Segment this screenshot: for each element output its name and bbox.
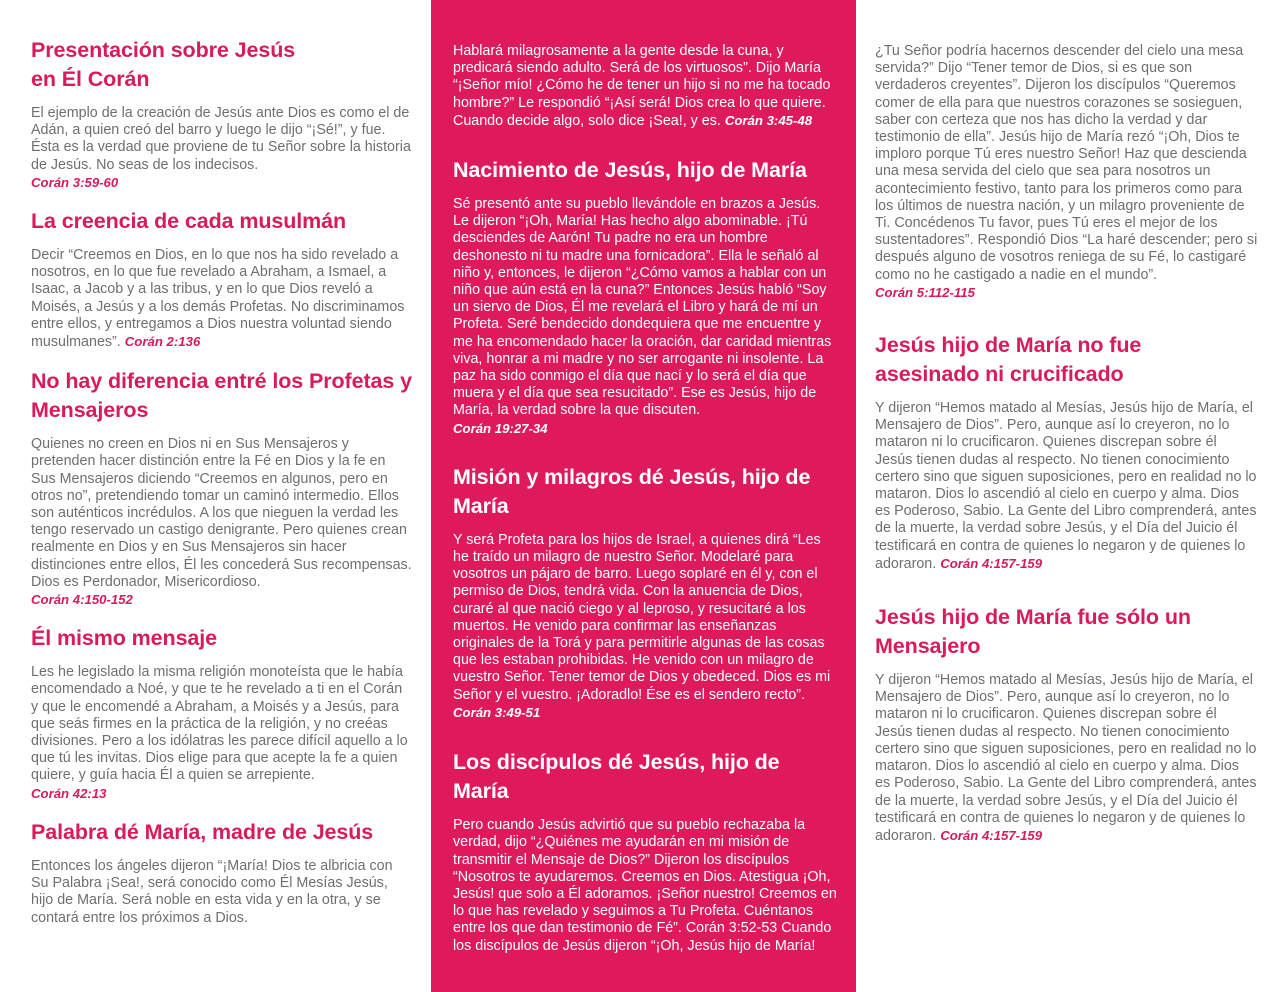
section-text: Y será Profeta para los hijos de Israel, a quienes dirá “Les he traído un milagro de nuestro Señor. Modelaré para vosotros un pájaro de barro. Luego soplaré en él y, con el permiso de Dios, tendrá vida. Con la anuencia de Dios, curaré al que nació ciego y al leproso, y resucitaré a los muertos. He venido para confirmar las enseñanzas originales de la Torá y para permitirle algunas de las cosas que les estaban prohibidas. He venido con un milagro de vuestro Señor. Tener temor de Dios y obedeced. Dios es mi Señor y el vuestro. ¡Adoradlo! Ése es el sendero recto”. <box>453 531 831 703</box>
quran-reference: Corán 42:13 <box>31 785 107 801</box>
section-body <box>453 532 838 722</box>
section-title: Jesús hijo de María no fue asesinado ni crucificado <box>875 333 1142 387</box>
section-title: Él mismo mensaje <box>31 626 218 651</box>
section-palabra-maria <box>31 818 413 927</box>
section-body <box>453 43 838 130</box>
section-title: La creencia de cada musulmán <box>31 209 347 234</box>
section-continuation <box>453 43 838 130</box>
section-title: Nacimiento de Jesús, hijo de María <box>453 158 807 183</box>
right-column <box>856 0 1280 992</box>
section-no-crucificado <box>875 331 1258 573</box>
section-mesa-servida <box>875 43 1258 301</box>
section-text: Quienes no creen en Dios ni en Sus Mensajeros y pretenden hacer distinción entre la Fé en Dios y la fe en Sus Mensajeros diciendo “Creemos en algunos, pero en otros no”, pretendiendo tomar un caminó intermedio. Ellos son auténticos incrédulos. A los que nieguen la verdad les tengo reservado un castigo denigrante. Pero quienes crean realmente en Dios y en Sus Mensajeros sin hacer distinciones entre ellos, Él les concederá Sus recompensas. Dios es Perdonador, Misericordioso. <box>31 436 412 590</box>
section-nacimiento <box>453 156 838 437</box>
quran-reference: Corán 3:45-48 <box>724 112 813 128</box>
section-discipulos <box>453 748 838 955</box>
section-text: Les he legislado la misma religión monoteísta que le había encomendado a Noé, y que te he revelado a ti en el Corán y que le encomendé a Abraham, a Moisés y a Jesús, para que seás firmes en la práctica de la religión, y no creéas divisiones. Pero a los idólatras les parece difícil aquello a lo que tú les invitas. Dios elige para que acepte la fe a quien quiere, y guía hacia Él a quien se arrepiente. <box>31 664 408 784</box>
section-body <box>875 43 1258 301</box>
section-body <box>875 400 1258 573</box>
middle-column <box>431 0 856 992</box>
quran-reference: Corán 4:157-159 <box>940 827 1043 843</box>
section-title: Jesús hijo de María fue sólo un Mensajero <box>875 605 1191 659</box>
section-text: Y dijeron “Hemos matado al Mesías, Jesús hijo de María, el Mensajero de Dios”. Pero, aunque así lo creyeron, no lo mataron ni lo crucificaron. Quienes discrepan sobre él Jesús tienen dudas al respecto. No tienen conocimiento certero sino que siguen suposiciones, pero en realidad no lo mataron. Dios lo ascendió al cielo en cuerpo y alma. Dios es Poderoso, Sabio. La Gente del Libro comprenderá, antes de la muerte, la verdad sobre Jesús, y el Día del Juicio él testificará en contra de quienes lo negaron y de quienes lo adoraron. <box>875 400 1257 572</box>
section-body <box>31 105 413 191</box>
section-title: Los discípulos dé Jesús, hijo de María <box>453 750 780 804</box>
left-column <box>0 0 431 992</box>
section-text: El ejemplo de la creación de Jesús ante Dios es como el de Adán, a quien creó del barro y luego le dijo “¡Sé!”, y fue. Ésta es la verdad que proviene de tu Señor sobre la historia de Jesús. No seas de los indecisos. <box>31 105 411 173</box>
section-presentacion <box>31 36 413 191</box>
quran-reference: Corán 4:150-152 <box>31 592 133 608</box>
quran-reference: Corán 19:27-34 <box>453 420 548 436</box>
section-title: No hay diferencia entré los Profetas y Mensajeros <box>31 369 412 423</box>
section-text: Entonces los ángeles dijeron “¡María! Dios te albricia con Su Palabra ¡Sea!, será conocido como Él Mesías Jesús, hijo de María. Será noble en esta vida y en la otra, y se contará entre los próximos a Dios. <box>31 857 393 926</box>
section-mismo-mensaje <box>31 624 413 802</box>
section-text: Pero cuando Jesús advirtió que su pueblo rechazaba la verdad, dijo “¿Quiénes me ayudarán en mi misión de transmitir el Mensaje de Dios?” Dijeron los discípulos “Nosotros te ayudaremos. Creemos en Dios. Atestigua ¡Oh, Jesús! que solo a Él adoramos. ¡Señor nuestro! Creemos en lo que has revelado y seguimos a Tu Profeta. Cuéntanos entre los que dan testimonio de Fé”. Corán 3:52-53 Cuando los discípulos de Jesús dijeron “¡Oh, Jesús hijo de María! <box>453 817 837 954</box>
section-body <box>453 817 838 955</box>
section-mision-milagros <box>453 463 838 722</box>
section-body <box>453 196 838 437</box>
quran-reference: Corán 4:157-159 <box>940 555 1043 571</box>
section-text: Decir “Creemos en Dios, en lo que nos ha sido revelado a nosotros, en lo que fue revelado a Abraham, a Ismael, a Isaac, a Jacob y a las tribus, y en lo que Dios reveló a Moisés, a Jesús y a los demás Profetas. No discriminamos entre ellos, y entregamos a Dios nuestra voluntad siendo musulmanes”. <box>31 247 405 351</box>
section-text: Y dijeron “Hemos matado al Mesías, Jesús hijo de María, el Mensajero de Dios”. Pero, aunque así lo creyeron, no lo mataron ni lo crucificaron. Quienes discrepan sobre él Jesús tienen dudas al respecto. No tienen conocimiento certero sino que siguen suposiciones, pero en realidad no lo mataron. Dios lo ascendió al cielo en cuerpo y alma. Dios es Poderoso, Sabio. La Gente del Libro comprenderá, antes de la muerte, la verdad sobre Jesús, y el Día del Juicio él testificará en contra de quienes lo negaron y de quienes lo adoraron. <box>875 672 1257 844</box>
section-text: ¿Tu Señor podría hacernos descender del cielo una mesa servida?” Dijo “Tener temor de Dios, si es que son verdaderos creyentes”. Dijeron los discípulos “Queremos comer de ella para que nuestros corazones se sosieguen, saber con certeza que nos has dicho la verdad y dar testimonio de ella”. Jesús hijo de María rezó “¡Oh, Dios te imploro porque Tú eres nuestro Señor! Haz que descienda una mesa servida del cielo que sea para nosotros un acontecimiento festivo, tanto para los primeros como para los últimos de nuestra nación, y un milagro proveniente de Ti. Concédenos Tu favor, pues Tú eres el mejor de los sustentadores”. Respondió Dios “La haré descender; pero si después alguno de vosotros reniega de su Fé, lo castigaré como no he castigado a nadie en el mundo”. <box>875 43 1258 283</box>
section-creencia <box>31 207 413 351</box>
quran-reference: Corán 5:112-115 <box>875 284 975 300</box>
section-body <box>31 436 413 608</box>
section-title: Misión y milagros dé Jesús, hijo de María <box>453 464 811 518</box>
section-text: Hablará milagrosamente a la gente desde la cuna, y predicará siendo adulto. Será de los virtuosos”. Dijo María “¡Señor mío! ¿Cómo he de tener un hijo si no me ha tocado hombre?” Le respondió “¡Así será! Dios crea lo que quiere. Cuando decide algo, solo dice ¡Sea!, y es. <box>453 43 831 129</box>
section-solo-mensajero <box>875 603 1258 845</box>
section-title: Presentación sobre Jesús en Él Corán <box>31 38 296 91</box>
section-body <box>31 247 413 351</box>
section-title: Palabra dé María, madre de Jesús <box>31 819 374 844</box>
section-no-diferencia <box>31 367 413 608</box>
section-text: Sé presentó ante su pueblo llevándole en brazos a Jesús. Le dijeron “¡Oh, María! Has hecho algo abominable. ¡Tú desciendes de Aarón! Tu padre no era un hombre deshonesto ni tu madre una fornicadora”. Ella le señaló al niño y, entonces, le dijeron “¿Cómo vamos a hablar con un niño que aún está en la cuna?” Entonces Jesús habló “Soy un siervo de Dios, Él me revelará el Libro y hará de mí un Profeta. Seré bendecido dondequiera que me encuentre y me ha encomendado hacer la oración, dar caridad mientras viva, honrar a mi madre y no ser arrogante ni insolente. La paz ha sido conmigo el día que nací y lo será el día que muera y el día que sea resucitado”. Ese es Jesús, hijo de María, la verdad sobre la que discuten. <box>453 196 832 419</box>
section-body <box>31 858 413 927</box>
quran-reference: Corán 3:59-60 <box>31 174 119 190</box>
section-body <box>875 672 1258 845</box>
quran-reference: Corán 2:136 <box>124 334 201 350</box>
quran-reference: Corán 3:49-51 <box>453 704 541 720</box>
section-body <box>31 664 413 802</box>
